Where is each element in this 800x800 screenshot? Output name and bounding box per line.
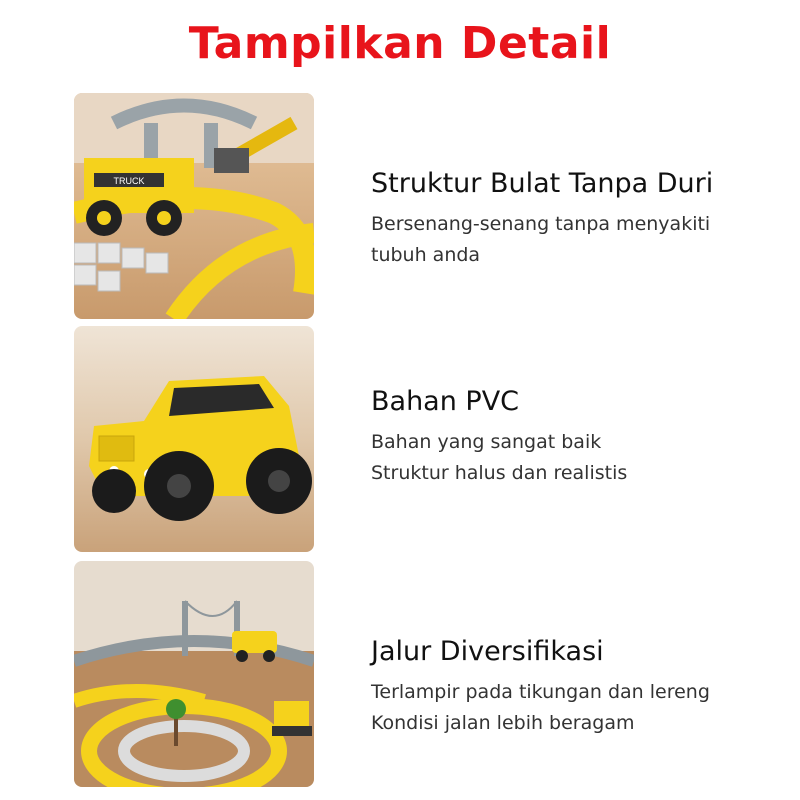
feature-line: Bersenang-senang tanpa menyakiti	[371, 213, 711, 235]
feature-line: Terlampir pada tikungan dan lereng	[371, 681, 710, 703]
page-title: Tampilkan Detail	[188, 18, 612, 69]
feature-photo-truck	[74, 93, 314, 319]
feature-round-structure	[371, 168, 791, 271]
feature-line: Struktur halus dan realistis	[371, 462, 628, 484]
truck-label: TRUCK	[113, 176, 145, 186]
feature-line: Kondisi jalan lebih beragam	[371, 712, 635, 734]
feature-line: tubuh anda	[371, 244, 481, 266]
feature-pvc-material	[371, 386, 791, 489]
feature-heading: Bahan PVC	[371, 386, 520, 417]
feature-diverse-track	[371, 636, 791, 739]
feature-heading: Struktur Bulat Tanpa Duri	[371, 168, 714, 199]
feature-heading: Jalur Diversifikasi	[371, 636, 604, 667]
feature-photo-track	[74, 561, 314, 787]
feature-photo-car	[74, 326, 314, 552]
feature-line: Bahan yang sangat baik	[371, 431, 602, 453]
